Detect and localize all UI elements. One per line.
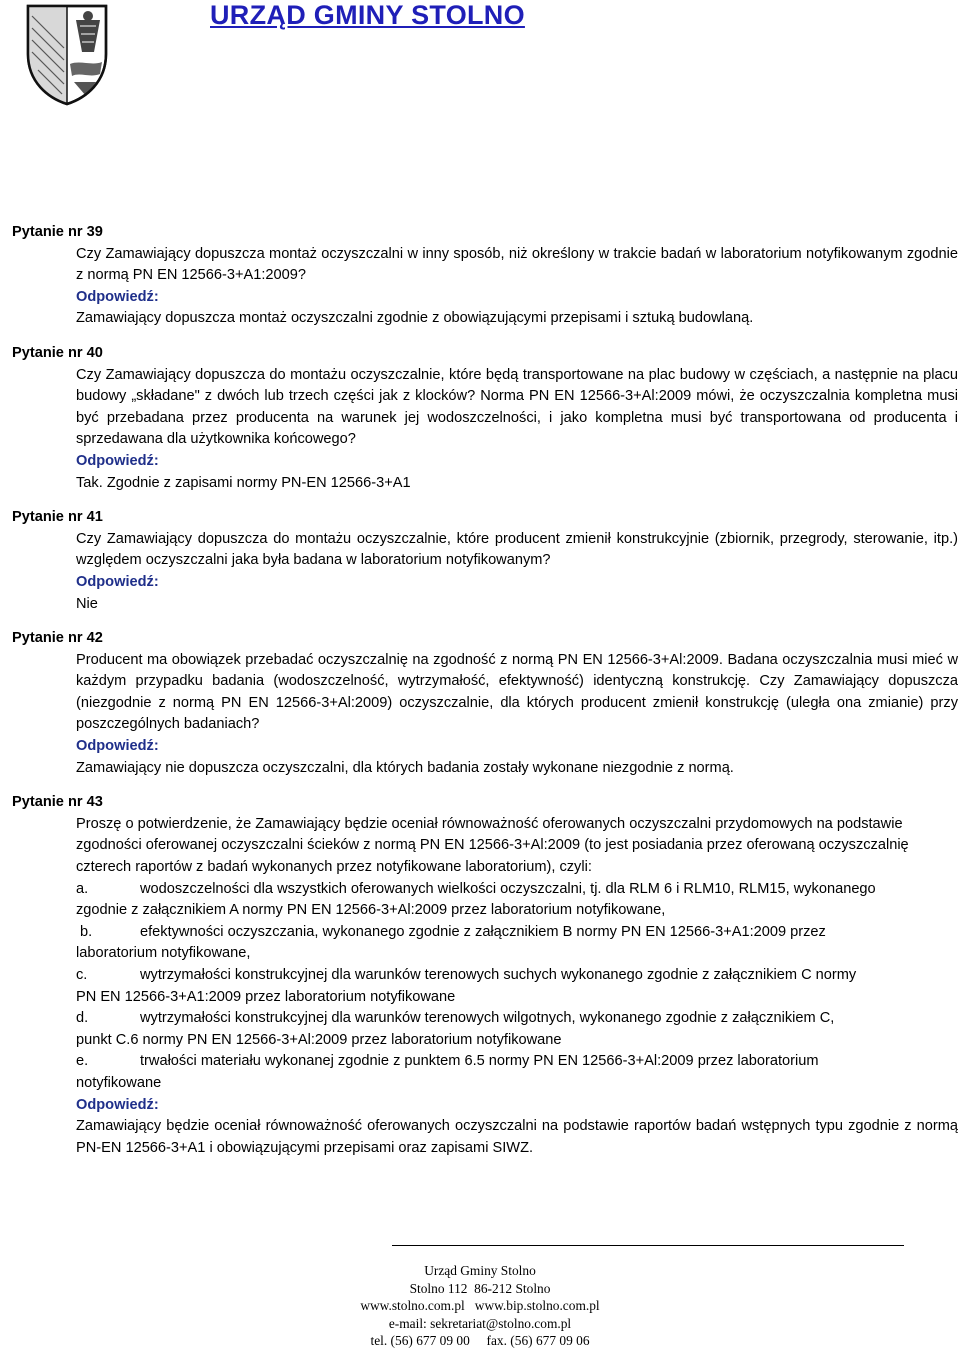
question-title: Pytanie nr 43 [12,794,103,811]
footer [330,1262,630,1350]
list-item [76,879,958,901]
footer-phone-fax: tel. (56) 677 09 00 fax. (56) 677 09 06 [370,1333,590,1349]
document-body [12,222,958,1172]
answer-label: Odpowiedź: [76,1096,159,1113]
question-41 [12,507,958,615]
list-marker: c. [76,967,88,983]
footer-websites: www.stolno.com.pl www.bip.stolno.com.pl [360,1298,600,1314]
footer-office-name: Urząd Gminy Stolno [424,1263,536,1278]
answer-label: Odpowiedź: [76,573,159,590]
question-40 [12,343,958,494]
list-item-continuation: notyfikowane [76,1074,162,1091]
list-item-continuation: punkt C.6 normy PN EN 12566-3+Al:2009 przez laboratorium notyfikowane [76,1031,562,1048]
list-marker: a. [76,880,89,897]
question-text: Proszę o potwierdzenie, że Zamawiający będzie oceniał równoważność oferowanych oczyszczalni przydomowych na podstawie zgodności oferowanej oczyszczalni ścieków z normą PN EN 12566-3+Al:2009 (to jest posiadania przez oferowaną oczyszczalnię czterech raportów z badań wykonanych przez notyfikowane laboratorium), czyli: [76,815,909,876]
answer-label: Odpowiedź: [76,452,159,469]
list-item-text: wytrzymałości konstrukcyjnej dla warunków terenowych suchych wykonanego zgodnie z załącznikiem C normy [140,967,857,983]
question-title: Pytanie nr 39 [12,224,103,240]
list-item-text: wytrzymałości konstrukcyjnej dla warunków terenowych wilgotnych, wykonanego zgodnie z załącznikiem C, [140,1010,835,1027]
list-item-continuation: PN EN 12566-3+A1:2009 przez laboratorium notyfikowane [76,988,456,1005]
coat-of-arms-icon [20,0,114,108]
footer-address: Stolno 112 86-212 Stolno [409,1280,551,1296]
answer-text: Zamawiający będzie oceniał równoważność oferowanych oczyszczalni na podstawie raportów badań wstępnych typu zgodnie z normą PN-EN 12566-3+A1 i obowiązującymi przepisami oraz zapisami SIWZ. [76,1118,958,1156]
question-title: Pytanie nr 41 [12,509,103,526]
answer-text: Zamawiający nie dopuszcza oczyszczalni, dla których badania zostały wykonane niezgodnie z normą. [76,759,734,776]
list-marker: b. [76,923,93,940]
page-title: URZĄD GMINY STOLNO [210,0,525,30]
list-item-continuation: zgodnie z załącznikiem A normy PN EN 12566-3+Al:2009 przez laboratorium notyfikowane, [76,902,666,919]
question-text: Czy Zamawiający dopuszcza do montażu oczyszczalnie, które producent zmienił konstrukcyjnie (zbiornik, przegrody, sterowanie, itp.) względem oczyszczalni jaka była badana w laboratorium notyfikowanym? [76,530,958,569]
list-marker: e. [76,1053,89,1070]
footer-email: e-mail: sekretariat@stolno.com.pl [388,1315,572,1331]
answer-text: Nie [76,595,98,612]
question-text: Czy Zamawiający dopuszcza montaż oczyszczalni w inny sposób, niż określony w trakcie badań w laboratorium notyfikowanym zgodnie z normą PN EN 12566-3+A1:2009? [76,245,958,284]
question-42 [12,628,958,779]
answer-label: Odpowiedź: [76,738,159,755]
question-39 [12,222,958,330]
list-item [76,1051,958,1073]
answer-text: Tak. Zgodnie z zapisami normy PN-EN 12566-3+A1 [76,474,411,491]
list-marker: d. [76,1010,89,1027]
question-title: Pytanie nr 42 [12,630,103,647]
list-item-text: trwałości materiału wykonanej zgodnie z punktem 6.5 normy PN EN 12566-3+Al:2009 przez laboratorium [140,1053,819,1070]
list-item [76,965,958,987]
answer-text: Zamawiający dopuszcza montaż oczyszczalni zgodnie z obowiązującymi przepisami i sztuką budowlaną. [76,310,754,327]
question-43 [12,792,958,1159]
list-item-text: wodoszczelności dla wszystkich oferowanych wielkości oczyszczalni, tj. dla RLM 6 i RLM10, RLM15, wykonanego [140,880,876,897]
question-title: Pytanie nr 40 [12,344,103,361]
list-item-text: efektywności oczyszczania, wykonanego zgodnie z załącznikiem B normy PN EN 12566-3+A1:2009 przez [140,923,826,940]
list-item-continuation: laboratorium notyfikowane, [76,945,251,962]
list-item [76,922,958,944]
answer-label: Odpowiedź: [76,288,159,305]
footer-divider [392,1245,904,1246]
question-text: Producent ma obowiązek przebadać oczyszczalnię na zgodność z normą PN EN 12566-3+Al:2009. Badana oczyszczalnia musi mieć w każdym przypadku badania (wodoszczelność, wytrzymałość, efektywność) identyczną konstrukcję. Czy Zamawiający dopuszcza (niezgodnie z normą PN EN 12566-3+Al:2009) oczyszczalnie, dla których producent zmienił konstrukcję (uległa ona zmianie) przy poszczególnych badaniach? [76,651,958,733]
list-item [76,1008,958,1030]
question-text: Czy Zamawiający dopuszcza do montażu oczyszczalnie, które będą transportowane na plac budowy w częściach, a następnie na placu budowy „składane" z dwóch lub trzech części jak z klocków? Norma PN EN 12566-3+Al:2009 mówi, że oczyszczalnia kompletna musi być przebadana przez producenta na warunek jej wodoszczelności, i jako kompletna musi być transportowana od producenta i sprzedawana dla użytkownika końcowego? [76,366,958,448]
